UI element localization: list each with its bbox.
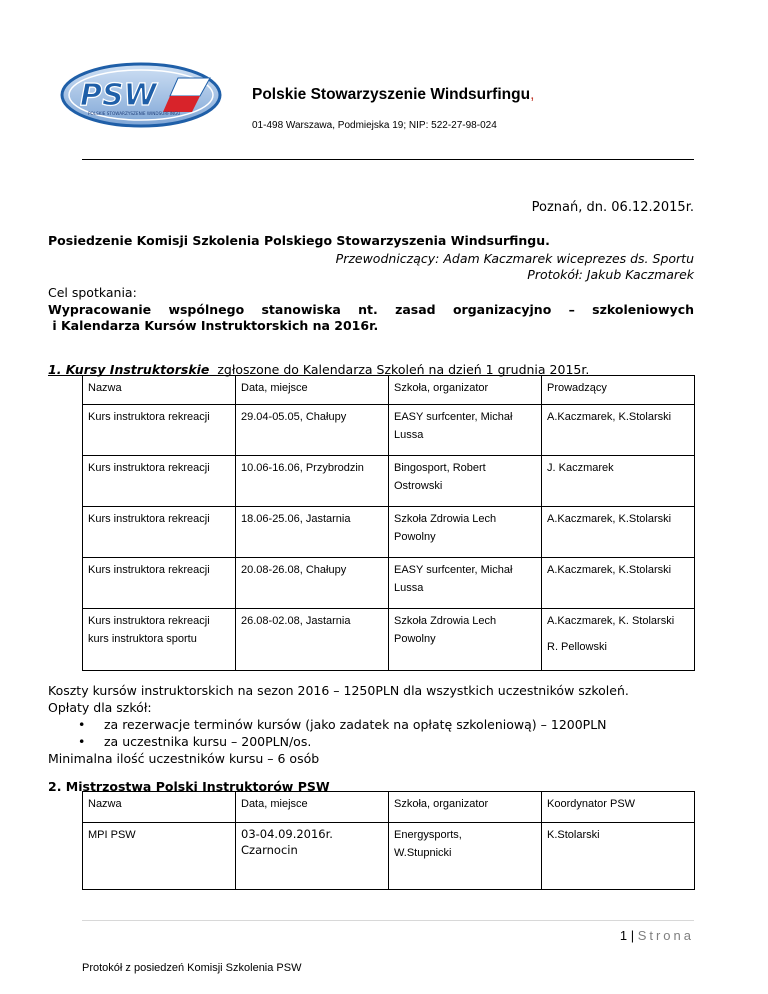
table-row xyxy=(83,456,695,507)
course-lead: A.Kaczmarek, K.Stolarski xyxy=(542,405,695,456)
course-lead: J. Kaczmarek xyxy=(542,456,695,507)
section2-heading: 2. Mistrzostwa Polski Instruktorów PSW xyxy=(48,779,330,794)
org-name xyxy=(252,86,534,104)
event-coordinator: K.Stolarski xyxy=(542,823,695,890)
event-date-cell xyxy=(236,823,389,890)
event-school-person: W.Stupnicki xyxy=(394,847,452,859)
table-row xyxy=(83,823,695,890)
championship-table xyxy=(82,791,695,890)
footer-text: Protokół z posiedzeń Komisji Szkolenia PSW xyxy=(82,962,302,974)
course-lead-secondary: R. Pellowski xyxy=(547,641,607,653)
column-header: Nazwa xyxy=(83,376,236,405)
course-school: EASY surfcenter, Michał Lussa xyxy=(389,405,542,456)
fees-block xyxy=(48,682,629,767)
column-header: Data, miejsce xyxy=(236,376,389,405)
header-divider xyxy=(82,159,694,160)
org-address: 01-498 Warszawa, Podmiejska 19; NIP: 522-27-98-024 xyxy=(252,120,497,131)
course-date: 20.08-26.08, Chałupy xyxy=(236,558,389,609)
course-name: Kurs instruktora rekreacji xyxy=(83,405,236,456)
course-name: Kurs instruktora rekreacji xyxy=(83,456,236,507)
event-school: Energysports, xyxy=(394,829,462,841)
course-date: 18.06-25.06, Jastarnia xyxy=(236,507,389,558)
course-date: 26.08-02.08, Jastarnia xyxy=(236,609,389,671)
course-lead: A.Kaczmarek, K.Stolarski xyxy=(542,558,695,609)
psw-logo xyxy=(60,62,222,128)
table-header-row xyxy=(83,792,695,823)
logo-text: PSW xyxy=(80,78,157,113)
table-header-row xyxy=(83,376,695,405)
course-school: Szkoła Zdrowia Lech Powolny xyxy=(389,609,542,671)
date-line: Poznań, dn. 06.12.2015r. xyxy=(531,200,694,215)
org-name-text: Polskie Stowarzyszenie Windsurfingu xyxy=(252,86,531,103)
column-header: Data, miejsce xyxy=(236,792,389,823)
course-name: Kurs instruktora rekreacji xyxy=(88,615,210,627)
course-name-cell xyxy=(83,609,236,671)
org-name-comma: , xyxy=(530,86,535,103)
goal-line-2: i Kalendarza Kursów Instruktorskich na 2016r. xyxy=(48,318,379,333)
goal-line-1: Wypracowanie wspólnego stanowiska nt. zasad organizacyjno – szkoleniowych xyxy=(48,302,694,317)
column-header: Koordynator PSW xyxy=(542,792,695,823)
table-row xyxy=(83,405,695,456)
event-name: MPI PSW xyxy=(83,823,236,890)
course-name: Kurs instruktora rekreacji xyxy=(83,558,236,609)
page-word: Strona xyxy=(637,928,694,943)
course-date: 29.04-05.05, Chałupy xyxy=(236,405,389,456)
chairman-line: Przewodniczący: Adam Kaczmarek wiceprezes ds. Sportu xyxy=(335,251,694,266)
goal-label: Cel spotkania: xyxy=(48,285,137,300)
list-item: • za uczestnika kursu – 200PLN/os. xyxy=(104,733,629,750)
course-lead: A.Kaczmarek, K. Stolarski xyxy=(547,615,675,627)
list-item: • za rezerwacje terminów kursów (jako zadatek na opłatę szkoleniową) – 1200PLN xyxy=(104,716,629,733)
course-name: Kurs instruktora rekreacji xyxy=(83,507,236,558)
table-row xyxy=(83,558,695,609)
logo-subtext: POLSKIE STOWARZYSZENIE WINDSURFINGU xyxy=(88,111,181,116)
table-row xyxy=(83,507,695,558)
section1-title: 1. Kursy Instruktorskie xyxy=(48,362,210,377)
footer-divider xyxy=(82,920,694,921)
course-school: Bingosport, Robert Ostrowski xyxy=(389,456,542,507)
event-place: Czarnocin xyxy=(241,843,298,857)
column-header: Szkoła, organizator xyxy=(389,792,542,823)
course-lead: A.Kaczmarek, K.Stolarski xyxy=(542,507,695,558)
page-number xyxy=(620,928,694,943)
course-school: EASY surfcenter, Michał Lussa xyxy=(389,558,542,609)
fees-line-1: Koszty kursów instruktorskich na sezon 2016 – 1250PLN dla wszystkich uczestników szkoleń. xyxy=(48,683,629,698)
page-number-value: 1 xyxy=(619,928,628,943)
course-name-secondary: kurs instruktora sportu xyxy=(88,633,197,645)
fees-line-2: Opłaty dla szkół: xyxy=(48,700,152,715)
section1-subtitle: zgłoszone do Kalendarza Szkoleń na dzień 1 grudnia 2015r. xyxy=(209,362,590,377)
column-header: Nazwa xyxy=(83,792,236,823)
event-school-cell xyxy=(389,823,542,890)
minutes-author-line: Protokół: Jakub Kaczmarek xyxy=(527,267,694,282)
table-row xyxy=(83,609,695,671)
meeting-title: Posiedzenie Komisji Szkolenia Polskiego Stowarzyszenia Windsurfingu. xyxy=(48,233,550,248)
course-school: Szkoła Zdrowia Lech Powolny xyxy=(389,507,542,558)
course-lead-cell xyxy=(542,609,695,671)
event-date: 03-04.09.2016r. xyxy=(241,827,333,841)
column-header: Szkoła, organizator xyxy=(389,376,542,405)
courses-table xyxy=(82,375,695,671)
column-header: Prowadzący xyxy=(542,376,695,405)
fees-list xyxy=(48,716,629,750)
page-separator: | xyxy=(627,928,638,943)
course-date: 10.06-16.06, Przybrodzin xyxy=(236,456,389,507)
fees-line-3: Minimalna ilość uczestników kursu – 6 osób xyxy=(48,751,320,766)
